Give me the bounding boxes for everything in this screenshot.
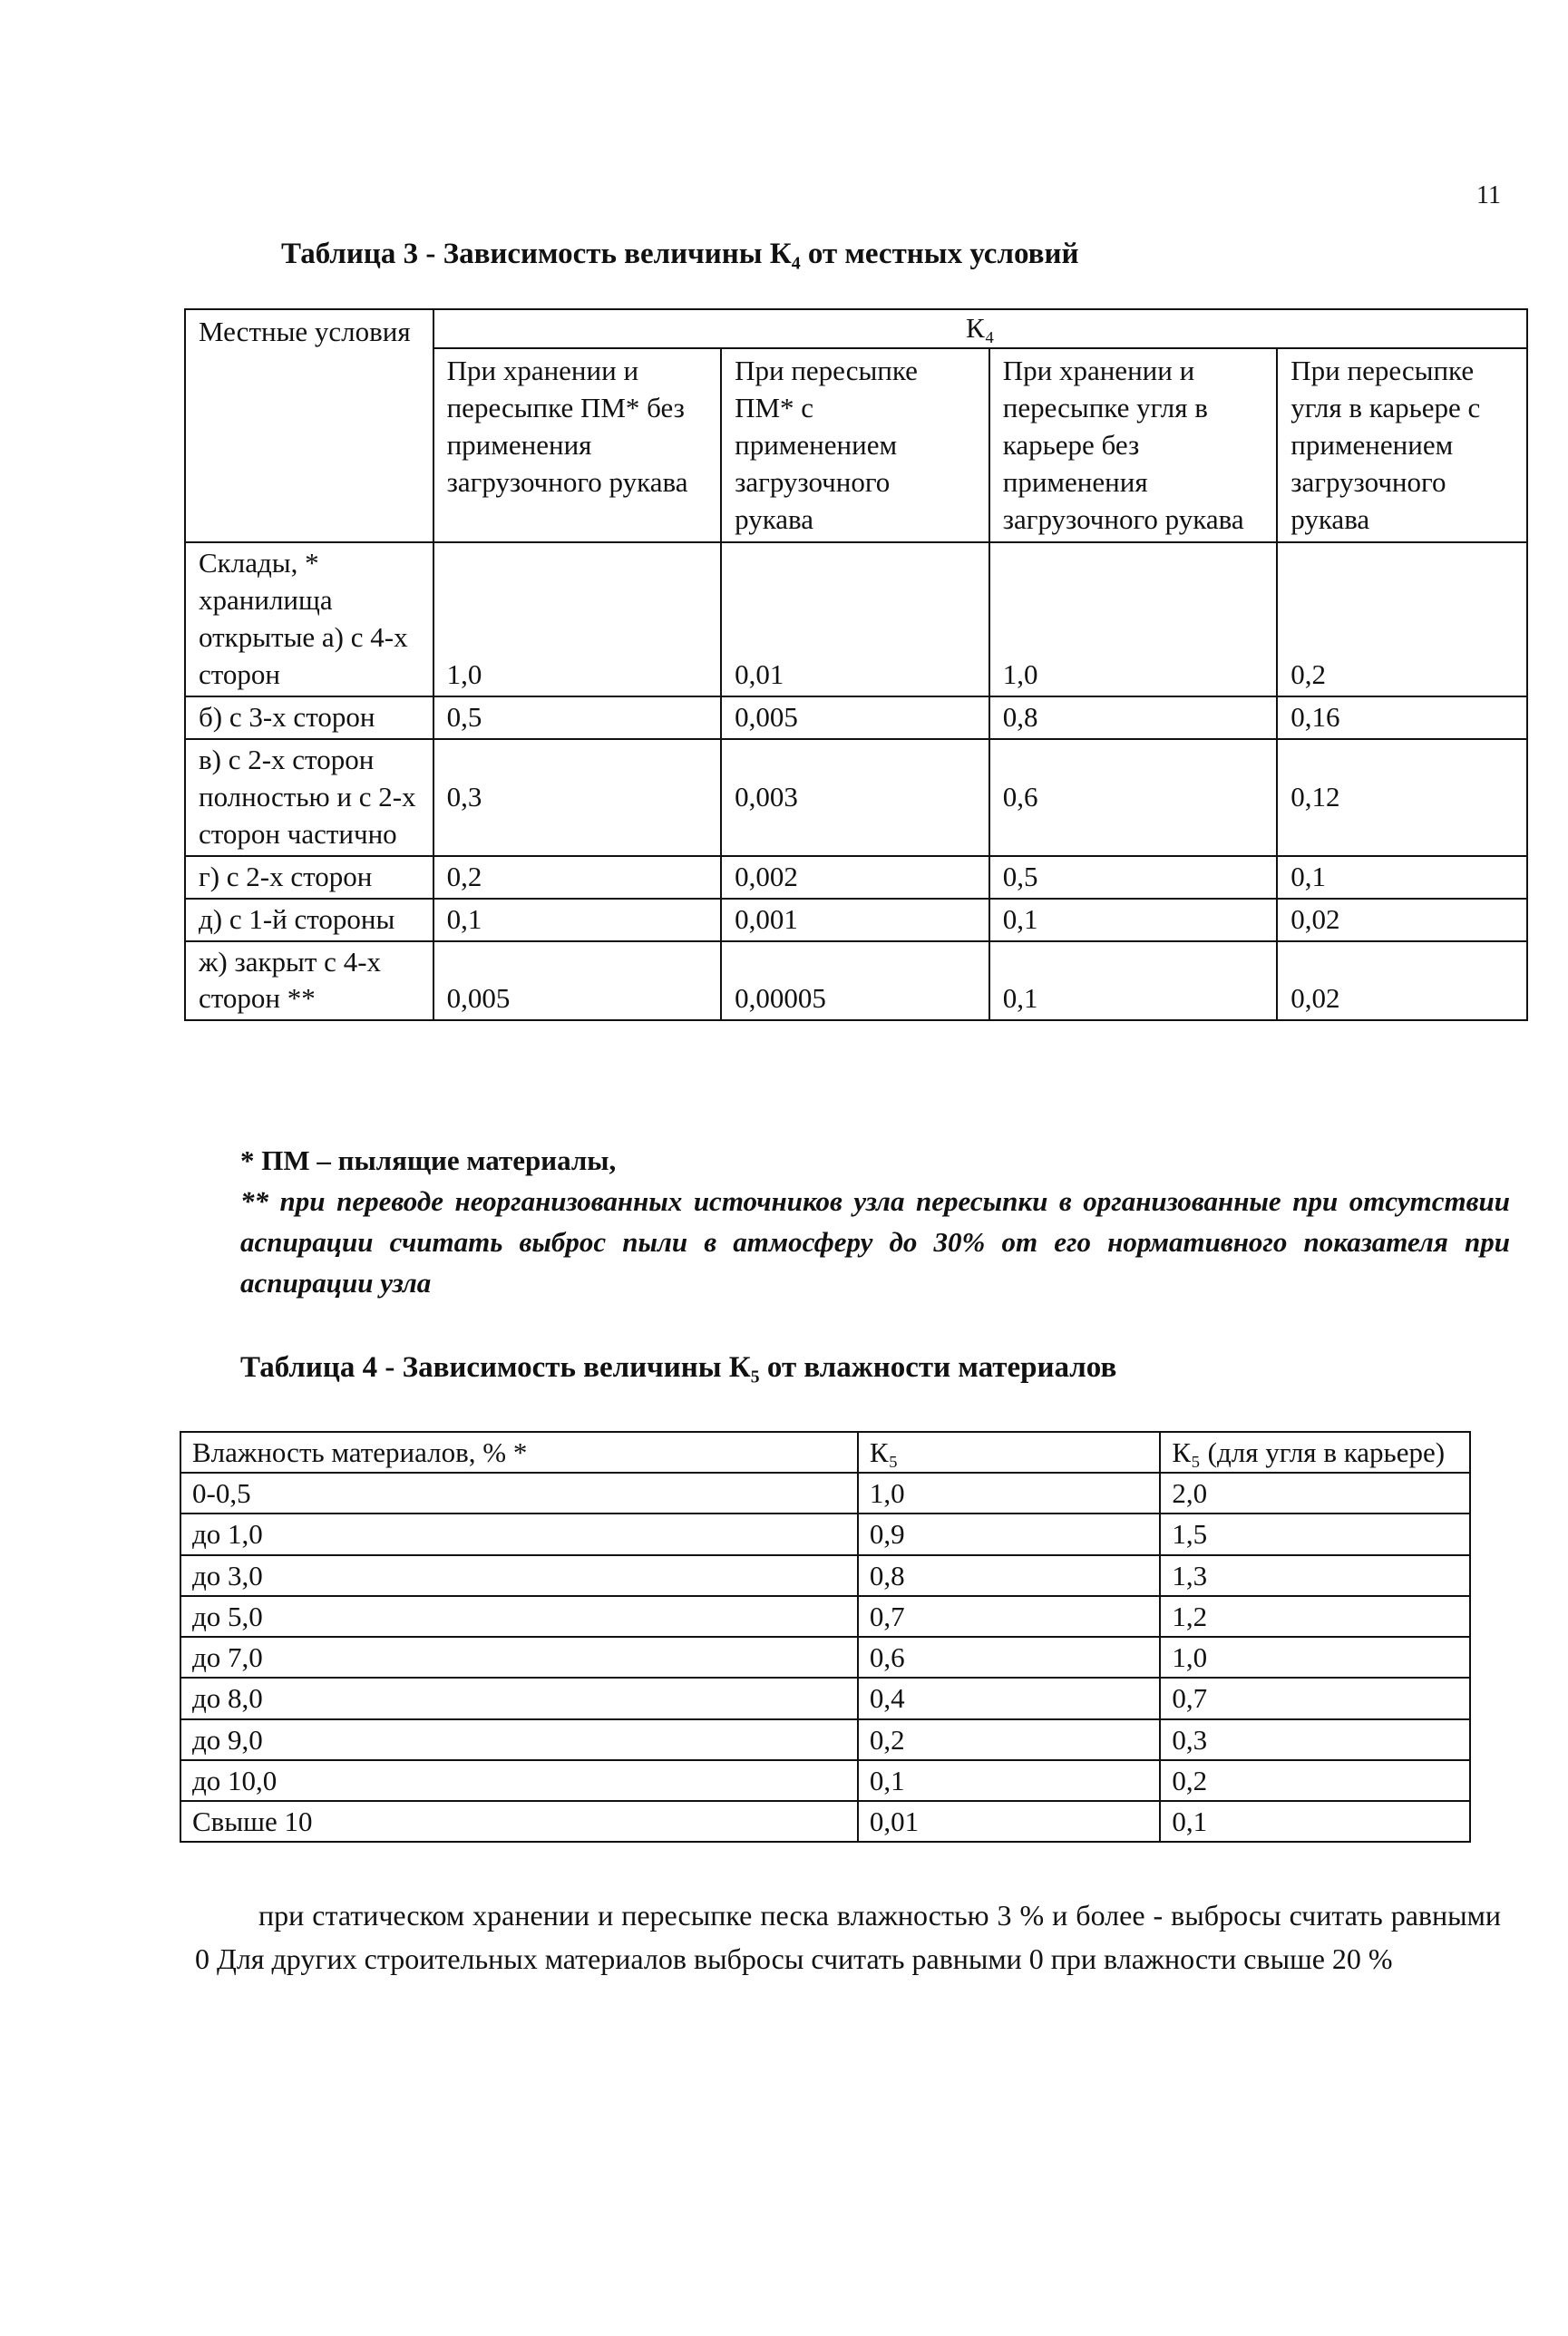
table-cell: до 9,0 (180, 1719, 858, 1760)
table3-header-k4: К₄ (433, 309, 1527, 348)
table-row (180, 1473, 1470, 1514)
table-row (185, 696, 1527, 739)
table-cell: Свыше 10 (180, 1801, 858, 1842)
table-cell: 0,2 (858, 1719, 1161, 1760)
table4-header-moisture: Влажность материалов, % * (180, 1432, 858, 1473)
footnote-aspiration: ** при переводе неорганизованных источников узла пересыпки в организованные при отсутствии аспирации считать выброс пыли в атмосферу до 30% от его нормативного показателя при аспирации узла (240, 1184, 1510, 1299)
table-cell: 0,2 (433, 856, 722, 899)
table-cell: до 8,0 (180, 1678, 858, 1718)
page-number: 11 (1476, 181, 1501, 209)
table-cell: 0,1 (1160, 1801, 1470, 1842)
table-cell: 0,01 (721, 542, 989, 696)
table-cell: 0,5 (433, 696, 722, 739)
table3-header-local-conditions: Местные условия (185, 309, 433, 542)
table-row (180, 1760, 1470, 1801)
table-cell: 0-0,5 (180, 1473, 858, 1514)
table-cell: 1,2 (1160, 1596, 1470, 1637)
table-row (180, 1678, 1470, 1718)
table-cell: 0,16 (1277, 696, 1527, 739)
table-row (185, 899, 1527, 941)
row-label: г) с 2-х сторон (185, 856, 433, 899)
table-cell: 0,7 (858, 1596, 1161, 1637)
table-cell: 0,5 (989, 856, 1278, 899)
table3-caption: Таблица 3 - Зависимость величины К₄ от местных условий (281, 238, 1079, 270)
table-cell: 0,1 (858, 1760, 1161, 1801)
table-row (180, 1514, 1470, 1554)
table3-header-col1: При хранении и пересыпке ПМ* без применения загрузочного рукава (433, 348, 722, 543)
row-label: в) с 2-х сторон полностью и с 2-х сторон частично (185, 739, 433, 856)
table4-header-k5: К₅ (858, 1432, 1161, 1473)
table-cell: 1,5 (1160, 1514, 1470, 1554)
row-label: д) с 1-й стороны (185, 899, 433, 941)
table-cell: до 10,0 (180, 1760, 858, 1801)
table-cell: 0,12 (1277, 739, 1527, 856)
table4-caption: Таблица 4 - Зависимость величины К₅ от влажности материалов (240, 1351, 1117, 1384)
table-cell: 0,1 (989, 899, 1278, 941)
table-cell: 0,002 (721, 856, 989, 899)
table-cell: 2,0 (1160, 1473, 1470, 1514)
table-cell: 0,6 (858, 1637, 1161, 1678)
table-cell: 1,0 (858, 1473, 1161, 1514)
table-cell: 0,1 (1277, 856, 1527, 899)
table-cell: 0,01 (858, 1801, 1161, 1842)
table-row (185, 739, 1527, 856)
table-cell: 1,0 (1160, 1637, 1470, 1678)
table-cell: 0,1 (989, 941, 1278, 1021)
table-cell: 0,2 (1277, 542, 1527, 696)
table-cell: 0,3 (1160, 1719, 1470, 1760)
table-cell: 0,9 (858, 1514, 1161, 1554)
table4-header-k5-coal: К₅ (для угля в карьере) (1160, 1432, 1470, 1473)
table-row (180, 1555, 1470, 1596)
table-cell: до 7,0 (180, 1637, 858, 1678)
row-label: б) с 3-х сторон (185, 696, 433, 739)
table-row (185, 941, 1527, 1021)
table-row (180, 1596, 1470, 1637)
table3-footnotes (240, 1141, 1510, 1304)
table-cell: до 3,0 (180, 1555, 858, 1596)
table-cell: 0,02 (1277, 899, 1527, 941)
table-row (180, 1719, 1470, 1760)
table-cell: 0,3 (433, 739, 722, 856)
table3 (184, 308, 1528, 1021)
table3-header-col4: При пересыпке угля в карьере с применением загрузочного рукава (1277, 348, 1527, 543)
table-cell: 0,2 (1160, 1760, 1470, 1801)
table-cell: 1,0 (433, 542, 722, 696)
table3-header-col2: При пересыпке ПМ* с применением загрузочного рукава (721, 348, 989, 543)
table-cell: 0,005 (433, 941, 722, 1021)
table-cell: 1,3 (1160, 1555, 1470, 1596)
table-cell: 0,005 (721, 696, 989, 739)
table-cell: 0,001 (721, 899, 989, 941)
row-label: ж) закрыт с 4-х сторон ** (185, 941, 433, 1021)
table-row (185, 542, 1527, 696)
table-cell: 0,7 (1160, 1678, 1470, 1718)
table-cell: до 1,0 (180, 1514, 858, 1554)
table-cell: 0,8 (989, 696, 1278, 739)
table-cell: 0,02 (1277, 941, 1527, 1021)
table-cell: 0,6 (989, 739, 1278, 856)
table-cell: 0,8 (858, 1555, 1161, 1596)
table-cell: до 5,0 (180, 1596, 858, 1637)
sand-moisture-note: при статическом хранении и пересыпке песка влажностью 3 % и более - выбросы считать равными 0 Для других строительных материалов выбросы считать равными 0 при влажности свыше 20 % (195, 1899, 1501, 1975)
table4 (180, 1431, 1471, 1843)
table-row (180, 1637, 1470, 1678)
table-cell: 0,1 (433, 899, 722, 941)
table3-header-col3: При хранении и пересыпке угля в карьере без применения загрузочного рукава (989, 348, 1278, 543)
table-row (185, 856, 1527, 899)
table-row (180, 1801, 1470, 1842)
row-label: Склады, * хранилища открытые а) с 4-х сторон (185, 542, 433, 696)
table-cell: 1,0 (989, 542, 1278, 696)
table-cell: 0,4 (858, 1678, 1161, 1718)
table-cell: 0,003 (721, 739, 989, 856)
footnote-pm: * ПМ – пылящие материалы, (240, 1144, 617, 1176)
table-cell: 0,00005 (721, 941, 989, 1021)
